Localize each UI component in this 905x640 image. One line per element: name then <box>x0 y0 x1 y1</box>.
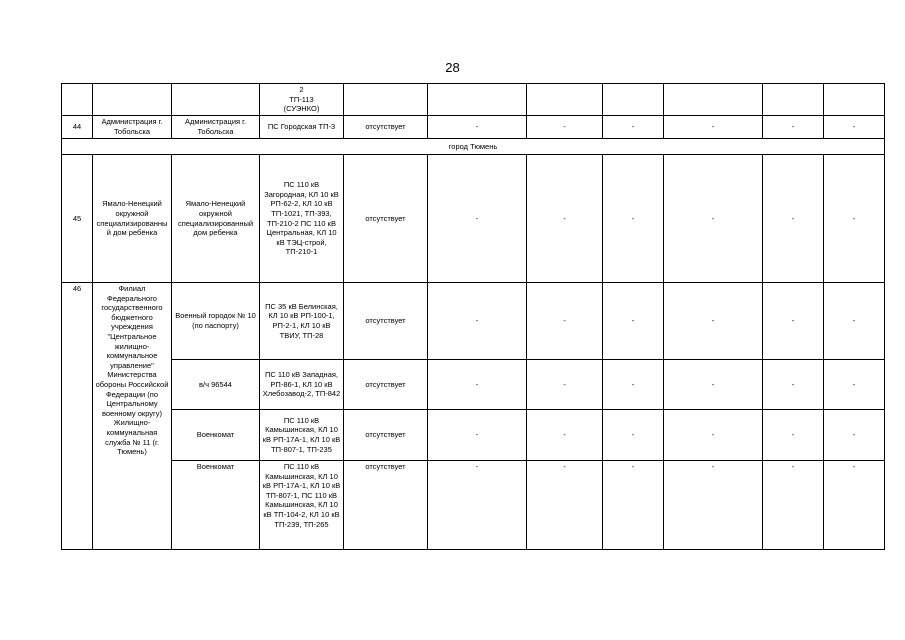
dash-cell: - <box>824 360 885 410</box>
object-cell: Военный городок № 10 (по паспорту) <box>172 283 260 360</box>
dash-cell: - <box>824 461 885 550</box>
table-row <box>62 360 885 410</box>
dash-cell: - <box>664 461 763 550</box>
dash-cell: - <box>428 360 527 410</box>
dash-cell: - <box>763 283 824 360</box>
dash-cell: - <box>527 410 603 461</box>
route-cell: ПС 110 кВ Камышинская, КЛ 10 кВ РП-17А-1, КЛ 10 кВ ТП-807-1, ПС 110 кВ Камышинская, КЛ 10 кВ ТП-104-2, КЛ 10 кВ ТП-239, ТП-265 <box>260 461 344 550</box>
dash-cell: - <box>527 116 603 139</box>
object-cell: Военкомат <box>172 410 260 461</box>
dash-cell: - <box>824 116 885 139</box>
status-cell: отсутствует <box>344 410 428 461</box>
object-cell: Администрация г. Тобольска <box>172 116 260 139</box>
dash-cell: - <box>664 283 763 360</box>
table-row <box>62 116 885 139</box>
dash-cell: - <box>527 461 603 550</box>
route-cell: ПС 35 кВ Белинская, КЛ 10 кВ РП-100-1, РП-2-1, КЛ 10 кВ ТВИУ, ТП-28 <box>260 283 344 360</box>
organization-cell: Филиал Федерального государственного бюджетного учреждения "Центральное жилищно-коммунальное управление" Министерства обороны Российской Федерации (по Центральному военному округу) Жилищно-коммунальная служба № 11 (г. Тюмень) <box>93 283 172 550</box>
dash-cell: - <box>428 283 527 360</box>
dash-cell: - <box>664 155 763 283</box>
dash-cell: - <box>824 410 885 461</box>
dash-cell: - <box>603 360 664 410</box>
route-cell: ПС Городская ТП-3 <box>260 116 344 139</box>
dash-cell: - <box>527 283 603 360</box>
dash-cell: - <box>428 155 527 283</box>
table-row <box>62 283 885 360</box>
dash-cell: - <box>603 283 664 360</box>
dash-cell: - <box>763 360 824 410</box>
route-cell: ПС 110 кВ Загородная, КЛ 10 кВ РП-62-2, КЛ 10 кВ ТП-1021, ТП-393, ТП-210-2 ПС 110 кВ Центральная, КЛ 10 кВ ТЭЦ-строй, ТП-210-1 <box>260 155 344 283</box>
organization-cell: Администрация г. Тобольска <box>93 116 172 139</box>
status-cell: отсутствует <box>344 116 428 139</box>
dash-cell: - <box>824 283 885 360</box>
object-cell: Военкомат <box>172 461 260 550</box>
page-number: 28 <box>445 60 460 75</box>
dash-cell: - <box>428 410 527 461</box>
dash-cell: - <box>824 155 885 283</box>
object-cell: Ямало-Ненецкий окружной специализированный дом ребенка <box>172 155 260 283</box>
section-title: город Тюмень <box>62 139 885 155</box>
table-row <box>62 155 885 283</box>
organization-cell: Ямало-Ненецкий окружной специализированный дом ребёнка <box>93 155 172 283</box>
dash-cell: - <box>603 116 664 139</box>
row-number: 44 <box>62 116 93 139</box>
status-cell: отсутствует <box>344 155 428 283</box>
route-cell: 2 ТП-113 (СУЭНКО) <box>260 84 344 116</box>
dash-cell: - <box>763 461 824 550</box>
dash-cell: - <box>603 155 664 283</box>
table-row <box>62 84 885 116</box>
section-row <box>62 139 885 155</box>
route-cell: ПС 110 кВ Камышинская, КЛ 10 кВ РП-17А-1, КЛ 10 кВ ТП-807-1, ТП-235 <box>260 410 344 461</box>
dash-cell: - <box>527 155 603 283</box>
dash-cell: - <box>428 116 527 139</box>
dash-cell: - <box>603 461 664 550</box>
status-cell: отсутствует <box>344 360 428 410</box>
route-cell: ПС 110 кВ Западная, РП-86-1, КЛ 10 кВ Хлебозавод-2, ТП-842 <box>260 360 344 410</box>
dash-cell: - <box>763 410 824 461</box>
dash-cell: - <box>527 360 603 410</box>
row-number: 45 <box>62 155 93 283</box>
status-cell: отсутствует <box>344 461 428 550</box>
table-row <box>62 461 885 550</box>
dash-cell: - <box>664 360 763 410</box>
data-table <box>61 83 885 550</box>
dash-cell: - <box>664 116 763 139</box>
table-row <box>62 410 885 461</box>
dash-cell: - <box>664 410 763 461</box>
dash-cell: - <box>763 116 824 139</box>
object-cell: в/ч 96544 <box>172 360 260 410</box>
dash-cell: - <box>603 410 664 461</box>
status-cell: отсутствует <box>344 283 428 360</box>
dash-cell: - <box>763 155 824 283</box>
dash-cell: - <box>428 461 527 550</box>
row-number: 46 <box>62 283 93 550</box>
